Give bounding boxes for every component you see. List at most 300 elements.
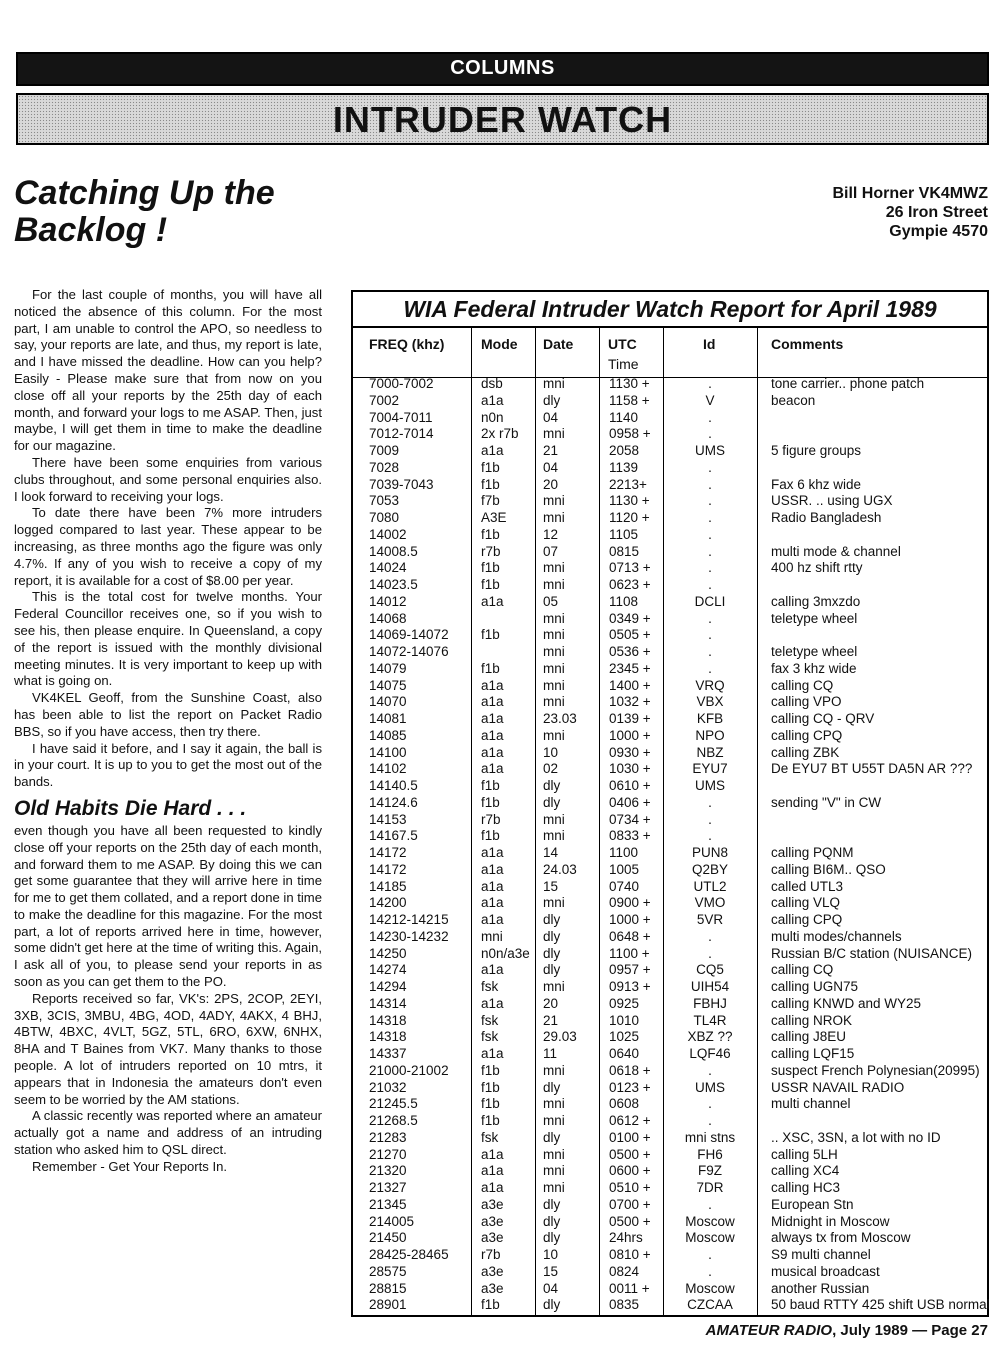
- id-cell: V: [705, 392, 715, 408]
- table-row: [353, 1046, 987, 1063]
- date-cell: mni: [543, 1113, 565, 1128]
- utc-cell: 1120 +: [609, 510, 650, 525]
- report-title: WIA Federal Intruder Watch Report for April 1989: [353, 292, 987, 328]
- comment-cell: calling UGN75: [771, 979, 859, 994]
- id-cell: .: [708, 627, 712, 643]
- table-row: [353, 527, 987, 544]
- mode-cell: a1a: [481, 677, 504, 693]
- utc-cell: 0824: [609, 1263, 640, 1279]
- mode-cell: n0n/a3e: [481, 945, 530, 961]
- comment-cell: calling J8EU: [771, 1029, 847, 1045]
- utc-cell: 0536 +: [609, 644, 651, 659]
- mode-cell: a1a: [481, 1163, 504, 1179]
- id-cell: .: [708, 610, 712, 626]
- date-cell: mni: [543, 1062, 565, 1078]
- body-paragraph: For the last couple of months, you will have all noticed the absence of this column. For the most part, I am unable to control the APO, so needless to say, your reports are late, and thus, my report is late, and I have missed the deadline. How can you help? Easily - Please make sure that from now on you close off all your reports by the 25th day of each month, and forward your logs to me ASAP. Then, just maybe, I will get them in time to make the deadline for our magazine.: [14, 287, 322, 454]
- utc-cell: 0833 +: [609, 828, 651, 844]
- freq-cell: 14314: [369, 995, 407, 1011]
- mode-cell: a3e: [481, 1230, 504, 1246]
- comment-cell: teletype wheel: [771, 610, 858, 626]
- utc-cell: 0510 +: [609, 1180, 651, 1195]
- utc-cell: 0612 +: [609, 1113, 651, 1128]
- comment-cell: multi mode & channel: [771, 543, 901, 559]
- body-paragraph: A classic recently was reported where an amateur actually got a name and address of an intruding station who asked him to QSL direct.: [14, 1108, 322, 1158]
- comment-cell: Russian B/C station (NUISANCE): [771, 945, 973, 961]
- utc-cell: 1130 +: [609, 493, 650, 509]
- id-cell: EYU7: [692, 761, 728, 777]
- id-cell: .: [708, 577, 712, 592]
- id-cell: .: [708, 1263, 712, 1279]
- mode-cell: mni: [481, 928, 503, 944]
- freq-cell: 14185: [369, 878, 407, 894]
- mode-cell: fsk: [481, 1129, 499, 1145]
- date-cell: 11: [543, 1046, 558, 1061]
- comment-cell: calling CPQ: [771, 727, 843, 743]
- body-paragraph: Reports received so far, VK's: 2PS, 2COP, 2EYI, 3XB, 3CIS, 3MBU, 4BG, 4OD, 4ADY, 4AKX, 4 BHJ, 4BTW, 4BXC, 4VLT, 5GZ, 5TL, 6RO, 6XW, 6NHX, 8HA and T Baines from VK7. Many thanks to those people. A lot of intruders reported on 10 mtrs, it appears that in Indonesia the amateurs don't even seem to be worried by the AM stations.: [14, 990, 322, 1107]
- author-name: Bill Horner VK4MWZ: [832, 185, 988, 202]
- utc-cell: 1030 +: [609, 761, 651, 777]
- freq-cell: 14337: [369, 1046, 407, 1061]
- column-title: INTRUDER WATCH: [332, 99, 673, 140]
- id-cell: .: [708, 476, 712, 492]
- body-paragraph: even though you have all been requested to kindly close off your reports on the 25th day of each month, and forward them to me ASAP. By doing this we can get some guarantee that they will arrive here in time for me to get them collated, and a report done in time to make the deadline for this magazine. For the most part, a lot of reports arrived here in time, however, some didn't get here at the time of writing this. Again, I ask all of you, to please send your reports in as soon as you can get them to the PO.: [14, 822, 322, 990]
- id-cell: mni stns: [684, 1129, 736, 1145]
- utc-cell: 0734 +: [609, 811, 651, 827]
- table-row: [353, 1130, 987, 1147]
- date-cell: dly: [543, 945, 561, 961]
- table-row: [353, 376, 987, 393]
- freq-cell: 21270: [369, 1146, 407, 1162]
- comment-cell: calling NROK: [771, 1012, 853, 1028]
- utc-cell: 0600 +: [609, 1163, 651, 1179]
- table-row: [353, 560, 987, 577]
- freq-cell: 14250: [369, 945, 407, 961]
- mode-cell: dsb: [481, 376, 503, 391]
- freq-cell: 14079: [369, 660, 407, 676]
- table-row: [353, 694, 987, 711]
- header-date: Date: [543, 336, 574, 352]
- id-cell: .: [708, 945, 712, 961]
- table-row: [353, 761, 987, 778]
- freq-cell: 14069-14072: [369, 627, 449, 643]
- mode-cell: f1b: [481, 1062, 500, 1078]
- table-row: [353, 912, 987, 929]
- utc-cell: 1005: [609, 861, 640, 877]
- comment-cell: S9 multi channel: [771, 1247, 871, 1262]
- comment-cell: another Russian: [771, 1280, 870, 1296]
- table-row: [353, 929, 987, 946]
- table-row: [353, 745, 987, 762]
- freq-cell: 14081: [369, 711, 407, 726]
- author-town: Gympie 4570: [889, 223, 988, 240]
- freq-cell: 214005: [369, 1213, 415, 1229]
- table-row: [353, 1297, 990, 1314]
- id-cell: .: [708, 794, 712, 810]
- id-cell: NPO: [695, 727, 725, 743]
- id-cell: .: [708, 459, 712, 475]
- mode-cell: f1b: [481, 459, 500, 475]
- date-cell: mni: [543, 426, 565, 442]
- comment-cell: beacon: [771, 392, 816, 408]
- date-cell: 15: [543, 878, 559, 894]
- comment-cell: musical broadcast: [771, 1263, 880, 1279]
- id-cell: VMO: [694, 895, 726, 911]
- comment-cell: calling 5LH: [771, 1146, 838, 1162]
- table-row: [353, 1080, 987, 1097]
- mode-cell: f1b: [481, 828, 500, 844]
- comment-cell: De EYU7 BT U55T DA5N AR ???: [771, 761, 973, 777]
- table-row: [353, 1180, 987, 1197]
- mode-cell: a1a: [481, 912, 504, 927]
- table-row: [353, 979, 987, 996]
- table-row: [353, 460, 987, 477]
- id-cell: PUN8: [691, 845, 728, 860]
- freq-cell: 21000-21002: [369, 1062, 449, 1078]
- utc-cell: 1025: [609, 1029, 640, 1045]
- table-row: [353, 661, 987, 678]
- freq-cell: 14172: [369, 845, 407, 860]
- utc-cell: 1400 +: [609, 677, 651, 693]
- table-row: [353, 996, 987, 1013]
- utc-cell: 0406 +: [609, 794, 651, 810]
- body-paragraph: This is the total cost for twelve months. Your Federal Councillor receives one, so if you wish to see his, then please enquire. In Queensland, a copy of the report is issued with the monthly divisional meeting minutes. It is very important to keep up with what is going on.: [14, 589, 322, 689]
- utc-cell: 0815: [609, 543, 640, 559]
- freq-cell: 28425-28465: [369, 1247, 449, 1262]
- mode-cell: fsk: [481, 979, 499, 994]
- mode-cell: f1b: [481, 1079, 500, 1095]
- mode-cell: a1a: [481, 1146, 504, 1162]
- utc-cell: 2058: [609, 443, 640, 458]
- table-row: [353, 644, 987, 661]
- mode-cell: f1b: [481, 526, 500, 542]
- utc-cell: 24hrs: [609, 1230, 643, 1246]
- mode-cell: a1a: [481, 878, 504, 894]
- id-cell: Moscow: [685, 1213, 735, 1229]
- table-row: [353, 812, 987, 829]
- id-cell: LQF46: [689, 1046, 731, 1061]
- article-body: [14, 287, 322, 1176]
- mode-cell: f1b: [481, 1297, 500, 1313]
- id-cell: .: [708, 426, 712, 442]
- utc-cell: 0610 +: [609, 778, 651, 793]
- mode-cell: a1a: [481, 694, 504, 710]
- date-cell: 04: [543, 459, 559, 475]
- date-cell: 07: [543, 543, 559, 559]
- comment-cell: suspect French Polynesian(20995): [771, 1062, 980, 1078]
- table-row: [353, 728, 987, 745]
- comment-cell: multi modes/channels: [771, 928, 902, 944]
- utc-cell: 1158 +: [609, 392, 650, 408]
- header-utc-time: Time: [608, 356, 639, 372]
- comment-cell: calling 3mxzdo: [771, 593, 861, 609]
- id-cell: Q2BY: [691, 861, 729, 877]
- utc-cell: 0011 +: [609, 1280, 650, 1296]
- table-row: [353, 895, 987, 912]
- table-row: [353, 1197, 987, 1214]
- date-cell: dly: [543, 912, 561, 927]
- table-row: [353, 828, 987, 845]
- magazine-name: AMATEUR RADIO: [705, 1322, 833, 1339]
- utc-cell: 1100: [609, 845, 639, 860]
- date-cell: dly: [543, 794, 561, 810]
- table-row: [353, 1230, 987, 1247]
- date-cell: dly: [543, 1079, 561, 1095]
- body-paragraph: VK4KEL Geoff, from the Sunshine Coast, also has been able to list the report on Packet Radio BBS, so if you have access, then try there.: [14, 690, 322, 739]
- table-row: [353, 1113, 987, 1130]
- headline-line-1: Catching Up the: [14, 174, 275, 212]
- mode-cell: A3E: [481, 510, 507, 525]
- utc-cell: 0740: [609, 878, 640, 894]
- freq-cell: 7053: [369, 493, 400, 509]
- date-cell: mni: [543, 660, 565, 676]
- comment-cell: USSR. .. using UGX: [771, 493, 893, 509]
- freq-cell: 14153: [369, 811, 407, 827]
- date-cell: 10: [543, 744, 559, 760]
- utc-cell: 0648 +: [609, 928, 651, 944]
- freq-cell: 14294: [369, 979, 407, 994]
- body-paragraph: I have said it before, and I say it again, the ball is in your court. It is up to you to get the most out of the bands.: [14, 740, 322, 790]
- utc-cell: 0810 +: [609, 1247, 651, 1262]
- mode-cell: a1a: [481, 761, 504, 777]
- comment-cell: multi channel: [771, 1096, 851, 1112]
- mode-cell: a1a: [481, 962, 504, 978]
- table-row: [353, 879, 987, 896]
- utc-cell: 1000 +: [609, 727, 651, 743]
- body-paragraph: Remember - Get Your Reports In.: [32, 1158, 228, 1174]
- comment-cell: calling KNWD and WY25: [771, 995, 922, 1011]
- header-mode: Mode: [481, 336, 518, 352]
- date-cell: mni: [543, 979, 565, 994]
- id-cell: VBX: [696, 694, 724, 710]
- table-row: [353, 795, 987, 812]
- utc-cell: 0713 +: [609, 560, 651, 576]
- utc-cell: 0139 +: [609, 711, 651, 726]
- id-cell: VRQ: [695, 677, 725, 693]
- freq-cell: 21320: [369, 1163, 407, 1179]
- utc-cell: 1100 +: [609, 945, 650, 961]
- date-cell: mni: [543, 493, 565, 509]
- comment-cell: calling PQNM: [771, 845, 854, 860]
- mode-cell: a1a: [481, 392, 504, 408]
- date-cell: 21: [543, 1012, 559, 1028]
- date-cell: mni: [543, 1163, 565, 1179]
- intruder-report-table: [351, 290, 989, 1317]
- freq-cell: 14070: [369, 694, 407, 710]
- comment-cell: Fax 6 khz wide: [771, 476, 862, 492]
- id-cell: .: [708, 660, 712, 676]
- date-cell: dly: [543, 962, 561, 978]
- date-cell: mni: [543, 727, 565, 743]
- freq-cell: 14318: [369, 1012, 407, 1028]
- freq-cell: 14002: [369, 526, 407, 542]
- date-cell: mni: [543, 677, 565, 693]
- freq-cell: 14075: [369, 677, 407, 693]
- table-row: [353, 627, 987, 644]
- body-paragraph: There have been some enquiries from various clubs throughout, and some personal enquiries also. I look forward to receiving your logs.: [14, 454, 322, 504]
- table-row: [353, 544, 987, 561]
- date-cell: 15: [543, 1263, 559, 1279]
- utc-cell: 1140: [609, 409, 639, 425]
- date-cell: 14: [543, 845, 559, 860]
- mode-cell: a1a: [481, 727, 504, 743]
- mode-cell: f1b: [481, 560, 500, 576]
- freq-cell: 21268.5: [369, 1113, 418, 1128]
- table-row: [353, 577, 987, 594]
- table-row: [353, 594, 987, 611]
- id-cell: .: [708, 560, 712, 576]
- freq-cell: 14100: [369, 744, 407, 760]
- freq-cell: 14024: [369, 560, 407, 576]
- comment-cell: European Stn: [771, 1196, 854, 1212]
- id-cell: UMS: [695, 443, 725, 458]
- id-cell: Moscow: [685, 1280, 735, 1296]
- comment-cell: Radio Bangladesh: [771, 510, 882, 525]
- mode-cell: a3e: [481, 1263, 504, 1279]
- table-row: [353, 611, 987, 628]
- freq-cell: 14140.5: [369, 778, 418, 793]
- id-cell: .: [708, 376, 712, 391]
- freq-cell: 14212-14215: [369, 912, 449, 927]
- id-cell: .: [708, 1062, 712, 1078]
- id-cell: DCLI: [694, 593, 726, 609]
- id-cell: XBZ ??: [687, 1029, 733, 1045]
- mode-cell: a3e: [481, 1280, 504, 1296]
- id-cell: .: [708, 493, 712, 509]
- id-cell: UMS: [695, 1079, 725, 1095]
- article-headline: [14, 175, 275, 249]
- table-row: [353, 1281, 987, 1298]
- mode-cell: fsk: [481, 1029, 499, 1045]
- header-id: Id: [703, 336, 716, 352]
- utc-cell: 0618 +: [609, 1062, 651, 1078]
- id-cell: .: [708, 543, 712, 559]
- page-footer: [706, 1322, 988, 1339]
- freq-cell: 28575: [369, 1263, 407, 1279]
- table-row: [353, 493, 987, 510]
- id-cell: NBZ: [696, 744, 724, 760]
- id-cell: .: [708, 928, 712, 944]
- comment-cell: calling CPQ: [771, 912, 843, 927]
- date-cell: 23.03: [543, 711, 577, 726]
- id-cell: .: [708, 409, 712, 425]
- headline-line-2: Backlog !: [14, 211, 168, 249]
- utc-cell: 1000 +: [609, 912, 651, 927]
- table-row: [353, 678, 987, 695]
- utc-cell: 0913 +: [609, 979, 651, 994]
- id-cell: .: [708, 828, 712, 844]
- freq-cell: 21345: [369, 1196, 407, 1212]
- freq-cell: 14274: [369, 962, 407, 978]
- table-row: [353, 778, 987, 795]
- section-bar: [16, 52, 989, 86]
- utc-cell: 2345 +: [609, 660, 651, 676]
- mode-cell: a1a: [481, 995, 504, 1011]
- date-cell: 12: [543, 526, 559, 542]
- date-cell: 21: [543, 443, 559, 458]
- freq-cell: 14085: [369, 727, 407, 743]
- freq-cell: 28901: [369, 1297, 407, 1313]
- table-row: [353, 946, 987, 963]
- date-cell: dly: [543, 1230, 561, 1246]
- utc-cell: 0123 +: [609, 1079, 651, 1095]
- id-cell: .: [708, 644, 712, 659]
- freq-cell: 7004-7011: [369, 409, 433, 425]
- mode-cell: a1a: [481, 443, 504, 458]
- table-row: [353, 1147, 987, 1164]
- id-cell: F9Z: [697, 1163, 722, 1179]
- freq-cell: 14072-14076: [369, 644, 449, 659]
- comment-cell: Midnight in Moscow: [771, 1213, 890, 1229]
- header-utc: [608, 336, 639, 372]
- utc-cell: 0100 +: [609, 1129, 651, 1145]
- id-cell: UTL2: [693, 878, 727, 894]
- id-cell: .: [708, 526, 712, 542]
- table-row: [353, 393, 987, 410]
- freq-cell: 14167.5: [369, 828, 418, 844]
- freq-cell: 7028: [369, 459, 400, 475]
- mode-cell: f1b: [481, 627, 500, 643]
- mode-cell: a3e: [481, 1213, 504, 1229]
- date-cell: dly: [543, 778, 561, 793]
- date-cell: 29.03: [543, 1029, 577, 1045]
- freq-cell: 14124.6: [369, 794, 418, 810]
- comment-cell: 50 baud RTTY 425 shift USB normal: [771, 1297, 990, 1313]
- subheading: Old Habits Die Hard . . .: [14, 796, 247, 820]
- utc-cell: 0640: [609, 1046, 640, 1061]
- mode-cell: r7b: [481, 1247, 501, 1262]
- comment-cell: sending "V" in CW: [771, 794, 882, 810]
- table-row: [353, 1063, 987, 1080]
- date-cell: 05: [543, 593, 559, 609]
- freq-cell: 7012-7014: [369, 426, 434, 442]
- mode-cell: a1a: [481, 1180, 504, 1195]
- date-cell: mni: [543, 811, 565, 827]
- date-cell: mni: [543, 828, 565, 844]
- utc-cell: 0608: [609, 1096, 640, 1112]
- id-cell: 5VR: [696, 912, 724, 927]
- author-street: 26 Iron Street: [885, 204, 988, 221]
- date-cell: dly: [543, 392, 561, 408]
- comment-cell: fax 3 khz wide: [771, 660, 857, 676]
- freq-cell: 7000-7002: [369, 376, 434, 391]
- date-cell: mni: [543, 644, 565, 659]
- utc-cell: 1010: [609, 1012, 640, 1028]
- comment-cell: calling CQ: [771, 677, 834, 693]
- table-row: [353, 1264, 987, 1281]
- comment-cell: calling XC4: [771, 1163, 840, 1179]
- mode-cell: a1a: [481, 744, 504, 760]
- date-cell: 10: [543, 1247, 559, 1262]
- freq-cell: 14008.5: [369, 543, 418, 559]
- comment-cell: calling CQ: [771, 962, 834, 978]
- comment-cell: USSR NAVAIL RADIO: [771, 1079, 905, 1095]
- date-cell: dly: [543, 1297, 561, 1313]
- table-row: [353, 1214, 987, 1231]
- comment-cell: 400 hz shift rtty: [771, 560, 863, 576]
- mode-cell: a1a: [481, 861, 504, 877]
- table-row: [353, 443, 987, 460]
- date-cell: mni: [543, 895, 565, 911]
- date-cell: dly: [543, 1196, 561, 1212]
- table-row: [353, 711, 987, 728]
- id-cell: KFB: [696, 711, 724, 726]
- utc-cell: 1032 +: [609, 694, 651, 710]
- utc-cell: 0500 +: [609, 1213, 651, 1229]
- freq-cell: 21283: [369, 1129, 407, 1145]
- table-row: [353, 426, 987, 443]
- header-utc-label: UTC: [608, 336, 637, 352]
- utc-cell: 0957 +: [609, 962, 651, 978]
